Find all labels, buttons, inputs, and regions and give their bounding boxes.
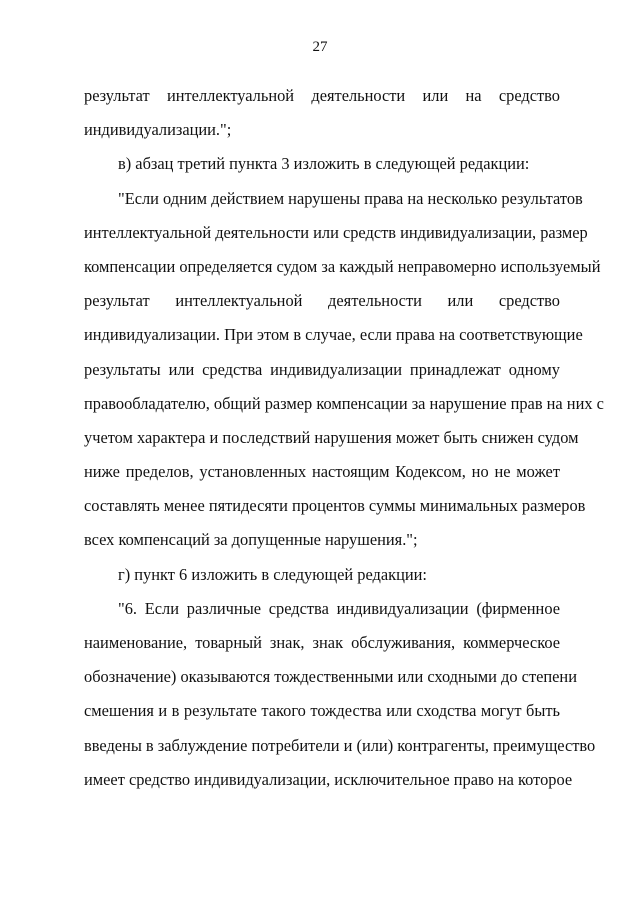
text-line: индивидуализации."; xyxy=(84,120,232,140)
text-line: наименование, товарный знак, знак обслуживания, коммерческое xyxy=(84,633,560,652)
text-line: ниже пределов, установленных настоящим Кодексом, но не может xyxy=(84,462,560,482)
text-line: г) пункт 6 изложить в следующей редакции: xyxy=(118,564,427,584)
text-line: смешения и в результате такого тождества или сходства могут быть xyxy=(84,701,560,721)
text-line: обозначение) оказываются тождественными или сходными до степени xyxy=(84,667,577,687)
text-line: результат интеллектуальной деятельности или средство xyxy=(84,291,560,311)
text-line: индивидуализации. При этом в случае, если права на соответствующие xyxy=(84,325,583,345)
text-line: всех компенсаций за допущенные нарушения."; xyxy=(84,530,418,550)
text-line: в) абзац третий пункта 3 изложить в следующей редакции: xyxy=(118,154,530,174)
text-line: правообладателю, общий размер компенсации за нарушение прав на них с xyxy=(84,393,604,413)
text-line: "6. Если различные средства индивидуализации (фирменное xyxy=(118,598,560,618)
document-body xyxy=(84,84,604,802)
text-line: составлять менее пятидесяти процентов суммы минимальных размеров xyxy=(84,496,586,516)
page-number: 27 xyxy=(312,39,328,55)
text-line: "Если одним действием нарушены права на несколько результатов xyxy=(118,188,583,208)
text-line: интеллектуальной деятельности или средств индивидуализации, размер xyxy=(84,222,588,242)
text-line: имеет средство индивидуализации, исключительное право на которое xyxy=(84,769,573,789)
text-line: учетом характера и последствий нарушения может быть снижен судом xyxy=(84,427,579,447)
text-line: результаты или средства индивидуализации принадлежат одному xyxy=(84,359,560,379)
text-line: введены в заблуждение потребители и (или) контрагенты, преимущество xyxy=(84,735,596,755)
text-line: результат интеллектуальной деятельности или на средство xyxy=(84,86,560,105)
text-line: компенсации определяется судом за каждый неправомерно используемый xyxy=(84,256,601,276)
